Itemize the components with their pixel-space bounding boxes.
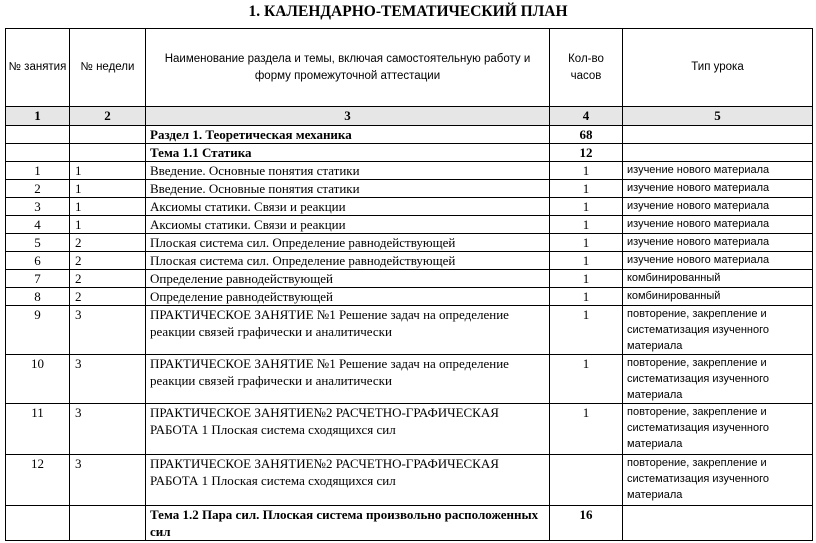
lesson-number-cell: 11 xyxy=(6,404,70,455)
lesson-number-cell: 6 xyxy=(6,252,70,270)
topic-cell: Введение. Основные понятия статики xyxy=(146,162,550,180)
hours-cell xyxy=(550,455,623,506)
week-number-cell: 1 xyxy=(70,216,146,234)
column-number: 4 xyxy=(550,107,623,126)
lesson-number-cell: 4 xyxy=(6,216,70,234)
topic-cell: Определение равнодействующей xyxy=(146,288,550,306)
lesson-number-cell xyxy=(6,506,70,541)
topic-cell: Тема 1.2 Пара сил. Плоская система произвольно расположенных сил xyxy=(146,506,550,541)
topic-cell: Введение. Основные понятия статики xyxy=(146,180,550,198)
hours-cell: 1 xyxy=(550,270,623,288)
topic-cell: Раздел 1. Теоретическая механика xyxy=(146,126,550,144)
lesson-type-cell: изучение нового материала xyxy=(623,180,813,198)
table-row xyxy=(6,144,813,162)
lesson-type-cell: повторение, закрепление и систематизация изученного материала xyxy=(623,355,813,404)
lesson-type-cell xyxy=(623,144,813,162)
lesson-number-cell: 2 xyxy=(6,180,70,198)
topic-cell: ПРАКТИЧЕСКОЕ ЗАНЯТИЕ№2 РАСЧЕТНО-ГРАФИЧЕСКАЯ РАБОТА 1 Плоская система сходящихся сил xyxy=(146,455,550,506)
week-number-cell: 2 xyxy=(70,270,146,288)
lesson-number-cell: 3 xyxy=(6,198,70,216)
topic-cell: Аксиомы статики. Связи и реакции xyxy=(146,198,550,216)
table-row xyxy=(6,126,813,144)
week-number-cell: 2 xyxy=(70,234,146,252)
topic-cell: Определение равнодействующей xyxy=(146,270,550,288)
lesson-type-cell: изучение нового материала xyxy=(623,252,813,270)
header-lesson-no: № занятия xyxy=(6,29,70,107)
week-number-cell: 1 xyxy=(70,180,146,198)
lesson-number-cell xyxy=(6,144,70,162)
week-number-cell: 3 xyxy=(70,306,146,355)
topic-cell: Аксиомы статики. Связи и реакции xyxy=(146,216,550,234)
table-row xyxy=(6,306,813,355)
week-number-cell: 2 xyxy=(70,288,146,306)
table-row xyxy=(6,270,813,288)
hours-cell: 1 xyxy=(550,162,623,180)
topic-cell: ПРАКТИЧЕСКОЕ ЗАНЯТИЕ №1 Решение задач на определение реакции связей графически и аналитически xyxy=(146,355,550,404)
lesson-type-cell: изучение нового материала xyxy=(623,216,813,234)
hours-cell: 1 xyxy=(550,404,623,455)
week-number-cell xyxy=(70,506,146,541)
hours-cell: 1 xyxy=(550,288,623,306)
table-row xyxy=(6,252,813,270)
column-number: 2 xyxy=(70,107,146,126)
hours-cell: 1 xyxy=(550,216,623,234)
table-row xyxy=(6,506,813,541)
week-number-cell: 1 xyxy=(70,162,146,180)
table-row xyxy=(6,355,813,404)
header-type: Тип урока xyxy=(623,29,813,107)
header-hours: Кол-во часов xyxy=(550,29,623,107)
table-row xyxy=(6,216,813,234)
lesson-number-cell: 9 xyxy=(6,306,70,355)
lesson-type-cell: комбинированный xyxy=(623,270,813,288)
lesson-type-cell: повторение, закрепление и систематизация изученного материала xyxy=(623,455,813,506)
lesson-type-cell: изучение нового материала xyxy=(623,162,813,180)
lesson-number-cell: 8 xyxy=(6,288,70,306)
column-number-row xyxy=(6,107,813,126)
table-row xyxy=(6,455,813,506)
column-number: 1 xyxy=(6,107,70,126)
column-number: 5 xyxy=(623,107,813,126)
topic-cell: Тема 1.1 Статика xyxy=(146,144,550,162)
hours-cell: 16 xyxy=(550,506,623,541)
lesson-number-cell: 12 xyxy=(6,455,70,506)
table-header-row xyxy=(6,29,813,107)
lesson-type-cell: изучение нового материала xyxy=(623,234,813,252)
hours-cell: 1 xyxy=(550,306,623,355)
header-week-no: № недели xyxy=(70,29,146,107)
week-number-cell: 3 xyxy=(70,455,146,506)
lesson-number-cell: 7 xyxy=(6,270,70,288)
lesson-type-cell xyxy=(623,506,813,541)
week-number-cell: 2 xyxy=(70,252,146,270)
lesson-type-cell: изучение нового материала xyxy=(623,198,813,216)
lesson-number-cell: 10 xyxy=(6,355,70,404)
lesson-number-cell: 1 xyxy=(6,162,70,180)
table-row xyxy=(6,404,813,455)
column-number: 3 xyxy=(146,107,550,126)
lesson-type-cell: повторение, закрепление и систематизация изученного материала xyxy=(623,306,813,355)
hours-cell: 12 xyxy=(550,144,623,162)
table-row xyxy=(6,234,813,252)
week-number-cell xyxy=(70,144,146,162)
lesson-type-cell: комбинированный xyxy=(623,288,813,306)
week-number-cell: 3 xyxy=(70,355,146,404)
table-row xyxy=(6,180,813,198)
lesson-type-cell: повторение, закрепление и систематизация изученного материала xyxy=(623,404,813,455)
header-topic: Наименование раздела и темы, включая самостоятельную работу и форму промежуточной аттестации xyxy=(146,29,550,107)
calendar-plan-table xyxy=(5,28,813,541)
week-number-cell: 3 xyxy=(70,404,146,455)
week-number-cell xyxy=(70,126,146,144)
lesson-type-cell xyxy=(623,126,813,144)
topic-cell: ПРАКТИЧЕСКОЕ ЗАНЯТИЕ №1 Решение задач на определение реакции связей графически и аналитически xyxy=(146,306,550,355)
hours-cell: 1 xyxy=(550,234,623,252)
week-number-cell: 1 xyxy=(70,198,146,216)
hours-cell: 1 xyxy=(550,180,623,198)
table-row xyxy=(6,162,813,180)
hours-cell: 1 xyxy=(550,355,623,404)
page-title: 1. КАЛЕНДАРНО-ТЕМАТИЧЕСКИЙ ПЛАН xyxy=(248,3,568,20)
hours-cell: 1 xyxy=(550,252,623,270)
topic-cell: Плоская система сил. Определение равнодействующей xyxy=(146,252,550,270)
lesson-number-cell: 5 xyxy=(6,234,70,252)
hours-cell: 68 xyxy=(550,126,623,144)
topic-cell: Плоская система сил. Определение равнодействующей xyxy=(146,234,550,252)
lesson-number-cell xyxy=(6,126,70,144)
table-row xyxy=(6,288,813,306)
hours-cell: 1 xyxy=(550,198,623,216)
table-row xyxy=(6,198,813,216)
topic-cell: ПРАКТИЧЕСКОЕ ЗАНЯТИЕ№2 РАСЧЕТНО-ГРАФИЧЕСКАЯ РАБОТА 1 Плоская система сходящихся сил xyxy=(146,404,550,455)
